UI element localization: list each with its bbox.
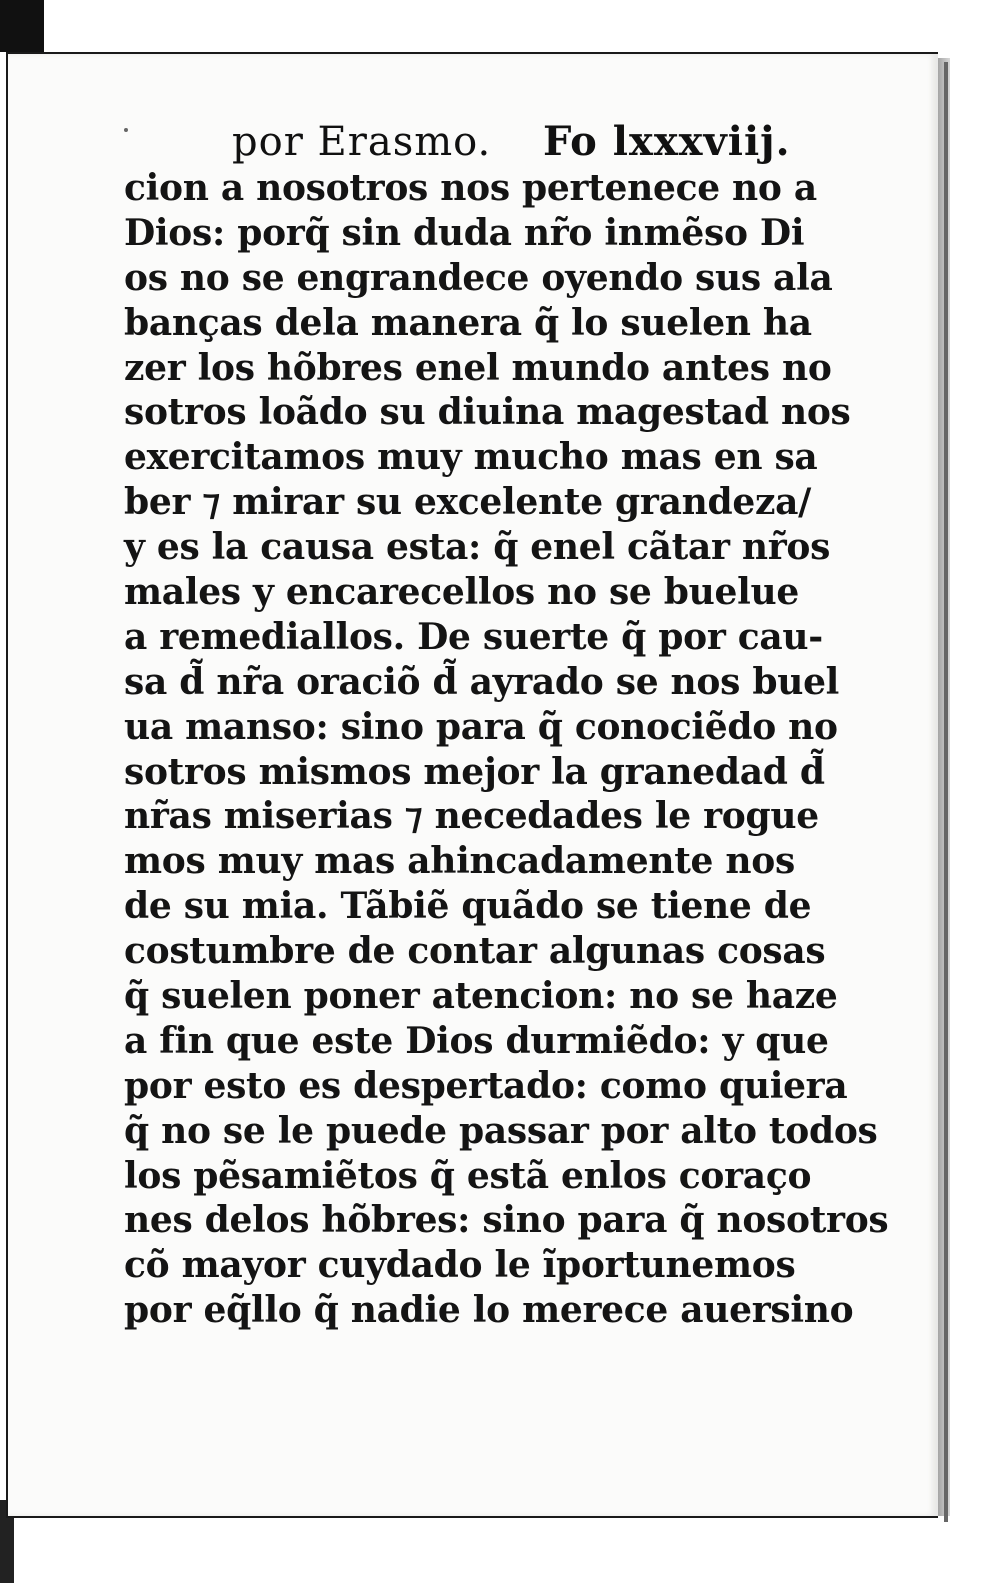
text-line: cõ mayor cuydado le ĩportunemos (124, 1244, 796, 1287)
text-line: zer los hõbres enel mundo antes no (124, 346, 832, 389)
text-line: sa d̃ nr̃a oraciõ d̃ ayrado se nos buel (124, 660, 840, 703)
text-line: q̃ no se le puede passar por alto todos (124, 1109, 878, 1152)
text-line: a remediallos. De suerte q̃ por cau- (124, 615, 823, 658)
text-line: males y encarecellos no se buelue (124, 571, 799, 614)
body-text (124, 166, 889, 1333)
text-line: os no se engrandece oyendo sus ala (124, 256, 833, 299)
text-line: banças dela manera q̃ lo suelen ha (124, 301, 812, 344)
text-line: de su mia. Tãbiẽ quãdo se tiene de (124, 885, 812, 928)
text-line: exercitamos muy mucho mas en sa (124, 436, 818, 479)
text-line: Dios: porq̃ sin duda nr̃o inmẽso Di (124, 211, 805, 254)
text-line: cion a nosotros nos pertenece no a (124, 167, 817, 209)
text-line: ua manso: sino para q̃ conociẽdo no (124, 705, 838, 748)
running-head: por Erasmo. (232, 119, 492, 165)
ink-speck (124, 128, 128, 132)
scan-border-top-left (0, 0, 44, 52)
text-line: por esto es despertado: como quiera (124, 1064, 848, 1107)
text-line: ber ⁊ mirar su excelente grandeza/ (124, 481, 811, 524)
text-line: nr̃as miserias ⁊ necedades le rogue (124, 795, 819, 838)
text-line: sotros loãdo su diuina magestad nos (124, 391, 851, 434)
text-line: y es la causa esta: q̃ enel cãtar nr̃os (124, 526, 831, 569)
text-line: a fin que este Dios durmiẽdo: y que (124, 1019, 829, 1062)
text-line: costumbre de contar algunas cosas (124, 930, 826, 973)
text-line: sotros mismos mejor la granedad d̃ (124, 750, 825, 793)
text-line: q̃ suelen poner atencion: no se haze (124, 975, 838, 1018)
text-line: nes delos hõbres: sino para q̃ nosotros (124, 1199, 889, 1242)
text-line: por eq̃llo q̃ nadie lo merece auersino (124, 1289, 854, 1332)
text-line: los pẽsamiẽtos q̃ estã enlos coraço (124, 1154, 812, 1197)
page-edge-line (944, 62, 948, 1522)
folio-number: Fo lxxxviij. (542, 118, 791, 165)
text-line: mos muy mas ahincadamente nos (124, 840, 795, 883)
